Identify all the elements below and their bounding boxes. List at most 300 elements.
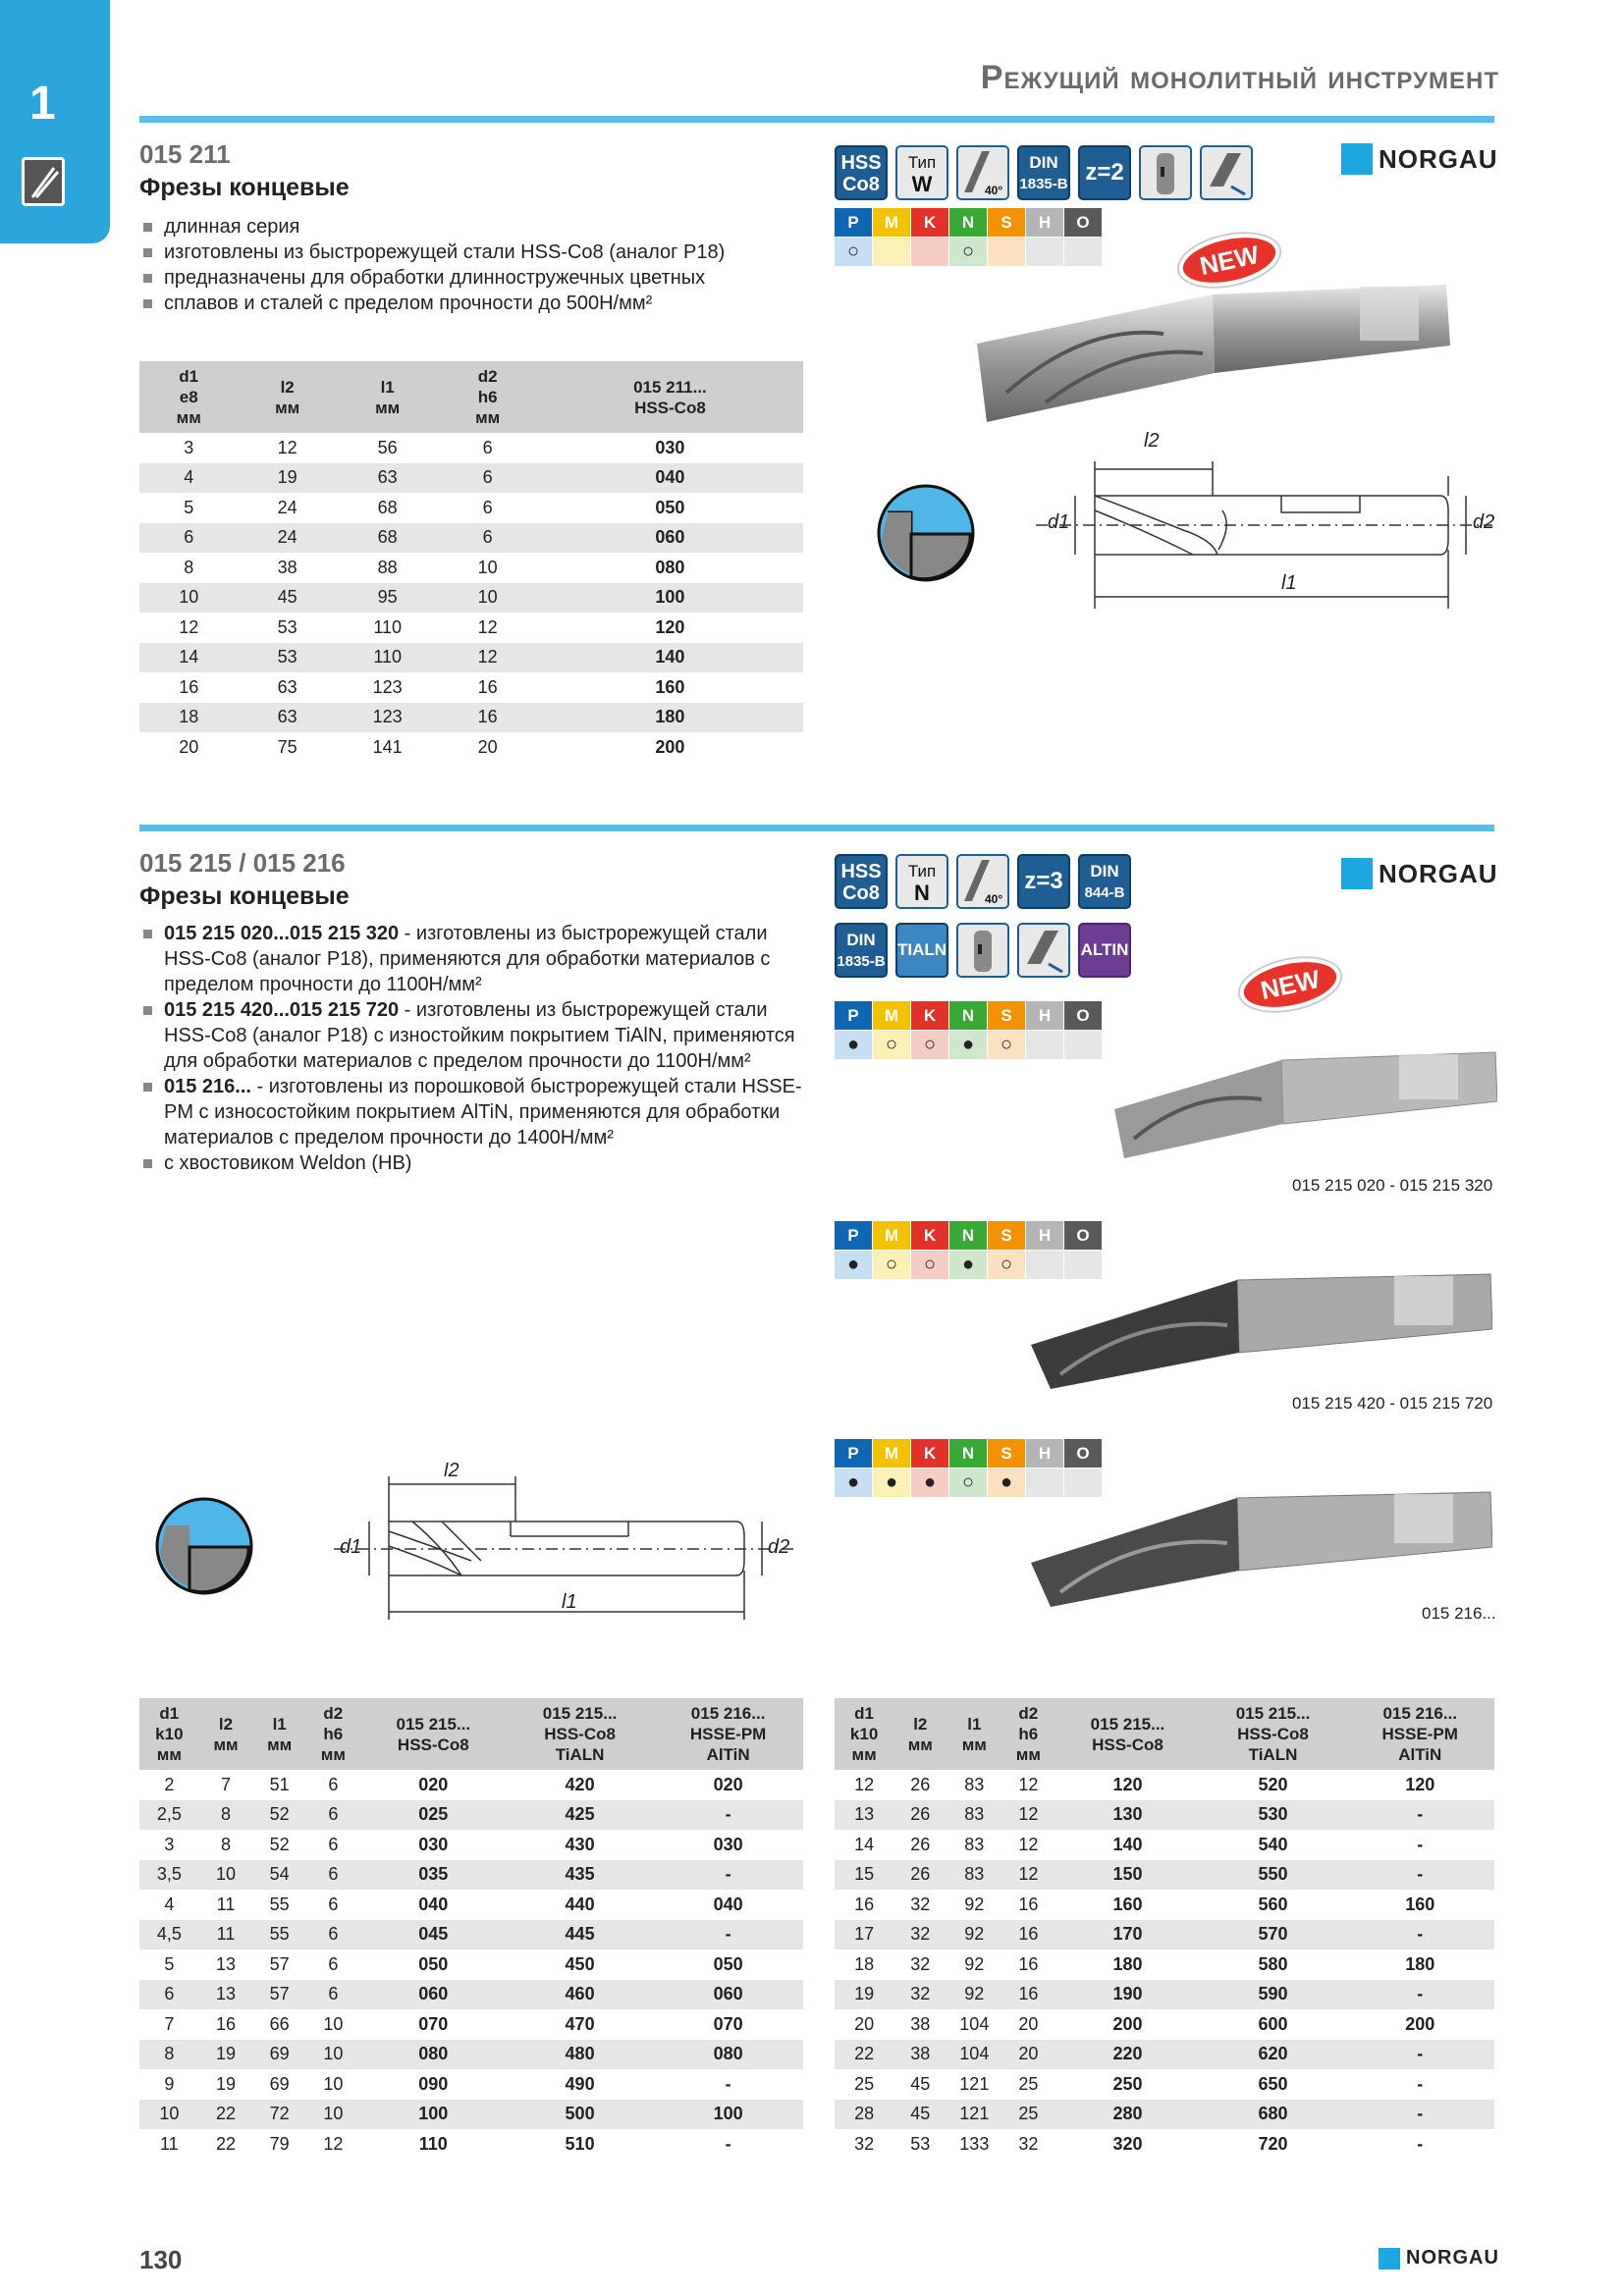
table-cell: 13 — [835, 1800, 893, 1831]
table-cell: 600 — [1258, 2013, 1288, 2034]
table-cell: 200 — [1112, 2013, 1143, 2034]
table-cell: 16 — [1018, 1953, 1039, 1974]
table-cell: 24 — [277, 497, 298, 517]
altin-badge: ALTIN — [1078, 923, 1131, 978]
section2-code: 015 215 / 015 216 — [139, 848, 346, 878]
table-row — [835, 2040, 1494, 2070]
table-cell: 19 — [216, 2073, 237, 2094]
table-cell: 52 — [252, 1800, 306, 1831]
table-cell: 53 — [238, 643, 336, 673]
table-cell: 110 — [373, 616, 403, 637]
table-cell: 10 — [477, 557, 498, 577]
table-cell: 560 — [1258, 1894, 1288, 1914]
badge-line: HSS — [840, 152, 882, 174]
table-cell: 160 — [1112, 1894, 1143, 1914]
table-cell: 040 — [537, 463, 803, 494]
material-k-header: K — [911, 1221, 948, 1250]
profile-icon — [152, 1494, 260, 1602]
table-cell: 020 — [418, 1774, 449, 1794]
table-row — [139, 1830, 803, 1860]
dim-l1: l1 — [1281, 572, 1297, 594]
table-cell: 66 — [269, 2013, 290, 2034]
table-cell: 7 — [221, 1774, 232, 1794]
table-cell: 25 — [854, 2073, 875, 2094]
material-h-rating — [1026, 1031, 1063, 1059]
badge-line: 1835-B — [837, 953, 886, 970]
table-015215-left — [139, 1698, 803, 2160]
material-k-rating: ● — [911, 1468, 948, 1497]
table-header: 015 216... HSSE-PM AlTiN — [1346, 1698, 1494, 1770]
type-badge — [895, 145, 948, 200]
table-header: d1 k10 мм — [835, 1698, 893, 1770]
angle-label: 40° — [985, 892, 1003, 906]
milling-icon — [22, 157, 65, 206]
table-cell: 180 — [1405, 1953, 1435, 1974]
table-cell: 53 — [910, 2133, 931, 2154]
table-cell: 123 — [337, 703, 439, 733]
dim-d1: d1 — [1048, 511, 1070, 533]
table-cell: 6 — [438, 523, 536, 554]
material-h-header: H — [1026, 1221, 1063, 1250]
material-n-header: N — [949, 1439, 987, 1468]
table-cell: 6 — [328, 1774, 339, 1794]
table-cell: 83 — [964, 1774, 985, 1794]
table-cell: 69 — [252, 2040, 306, 2070]
table-cell: 6 — [139, 1980, 199, 2010]
badge-line: W — [911, 172, 933, 196]
badge-line: Co8 — [842, 882, 880, 904]
table-cell: 590 — [1200, 1980, 1345, 2010]
table-cell: 520 — [1258, 1774, 1288, 1794]
logo-square — [1341, 858, 1373, 889]
table-header: d2 h6 мм — [438, 361, 536, 433]
material-o-rating — [1064, 238, 1102, 266]
table-cell: 025 — [360, 1800, 507, 1831]
table-cell: 13 — [199, 1980, 253, 2010]
table-cell: 92 — [947, 1920, 1001, 1950]
table-cell: 83 — [964, 1834, 985, 1854]
table-cell: 25 — [1018, 2073, 1039, 2094]
table-cell: 16 — [1018, 1894, 1039, 1914]
table-cell: 060 — [537, 523, 803, 554]
table-row — [139, 1920, 803, 1950]
table-cell: 5 — [184, 497, 194, 517]
table-cell: 16 — [179, 676, 199, 697]
table-cell: 8 — [139, 2040, 199, 2070]
table-cell: 17 — [835, 1920, 893, 1950]
chapter-number: 1 — [29, 78, 56, 130]
table-cell: 51 — [269, 1774, 290, 1794]
table-header: 015 215... HSS-Co8 — [360, 1698, 507, 1770]
logo-text: NORGAU — [1379, 143, 1498, 174]
table-cell: 090 — [418, 2073, 449, 2094]
material-p-header: P — [835, 1439, 872, 1468]
table-row — [835, 2129, 1494, 2160]
material-n-header: N — [949, 1221, 987, 1250]
material-s-header: S — [988, 1001, 1025, 1030]
bullet-text: сплавов и сталей с пределом прочности до 500Н/мм² — [164, 293, 653, 314]
material-n-rating: ● — [949, 1031, 987, 1059]
table-row — [139, 2129, 803, 2160]
bullet — [139, 1074, 807, 1150]
table-cell: 8 — [184, 557, 194, 577]
table-cell: 12 — [1018, 1834, 1039, 1854]
table-row — [139, 463, 803, 494]
table-cell: - — [1346, 1800, 1494, 1831]
table-cell: 035 — [360, 1860, 507, 1891]
logo-text: NORGAU — [1406, 2247, 1499, 2269]
table-cell: 52 — [269, 1834, 290, 1854]
table-cell: 75 — [277, 736, 298, 757]
dimension-drawing — [334, 1463, 805, 1629]
table-cell: 030 — [418, 1834, 449, 1854]
table-cell: 79 — [269, 2133, 290, 2154]
material-p-rating: ○ — [835, 238, 872, 266]
table-cell: 2,5 — [139, 1800, 199, 1831]
table-cell: - — [1346, 1860, 1494, 1891]
table-cell: 63 — [238, 703, 336, 733]
material-n-header: N — [949, 208, 987, 237]
table-row — [835, 1980, 1494, 2010]
material-s-rating: ○ — [988, 1031, 1025, 1059]
section1-title: Фрезы концевые — [139, 174, 350, 201]
material-k-rating: ○ — [911, 1251, 948, 1279]
table-cell: 56 — [377, 437, 398, 457]
table-row — [835, 2009, 1494, 2040]
material-m-rating: ○ — [873, 1251, 910, 1279]
badge-line: DIN — [1090, 862, 1119, 881]
badge-line: DIN — [846, 931, 876, 949]
chapter-tab — [0, 0, 110, 243]
table-cell: 10 — [323, 2013, 344, 2034]
table-header: 015 215... HSS-Co8 TiALN — [1200, 1698, 1345, 1770]
table-header: l2 мм — [893, 1698, 947, 1770]
table-cell: 080 — [360, 2040, 507, 2070]
table-cell: 110 — [337, 643, 439, 673]
material-h-header: H — [1026, 1001, 1063, 1030]
table-cell: 55 — [252, 1920, 306, 1950]
material-k-header: K — [911, 1001, 948, 1030]
table-cell: 320 — [1112, 2133, 1143, 2154]
table-cell: 14 — [139, 643, 238, 673]
table-header: 015 215... HSS-Co8 — [1055, 1698, 1200, 1770]
table-cell: 420 — [565, 1774, 595, 1794]
table-cell: 32 — [893, 1980, 947, 2010]
table-cell: 490 — [565, 2073, 595, 2094]
table-cell: 12 — [438, 643, 536, 673]
table-row — [139, 523, 803, 554]
table-cell: 430 — [565, 1834, 595, 1854]
table-row — [139, 553, 803, 583]
table-row — [139, 433, 803, 463]
angle-label: 40° — [985, 184, 1003, 197]
table-row — [835, 1920, 1494, 1950]
flutes-badge: z=3 — [1017, 854, 1070, 909]
table-row — [835, 2100, 1494, 2130]
logo-square — [1341, 143, 1373, 175]
table-cell: 32 — [893, 1920, 947, 1950]
table-cell: 20 — [854, 2013, 875, 2034]
cutting-edge-icon — [1017, 923, 1070, 978]
photo-caption: 015 216... — [1422, 1604, 1496, 1623]
table-cell: - — [1346, 2040, 1494, 2070]
table-row — [139, 732, 803, 763]
photo-caption: 015 215 420 - 015 215 720 — [1292, 1394, 1493, 1413]
material-o-rating — [1064, 1031, 1102, 1059]
table-cell: 280 — [1055, 2100, 1200, 2130]
badge-line: N — [914, 881, 930, 905]
material-h-header: H — [1026, 208, 1063, 237]
top-rule — [139, 116, 1494, 123]
dim-d2: d2 — [1473, 511, 1495, 533]
helix-angle-icon — [956, 854, 1009, 909]
table-cell: 550 — [1200, 1860, 1345, 1891]
table-cell: 22 — [216, 2133, 237, 2154]
table-cell: 130 — [1055, 1800, 1200, 1831]
material-p-header: P — [835, 208, 872, 237]
table-cell: - — [1346, 1920, 1494, 1950]
din-badge — [1078, 854, 1131, 909]
dimension-drawing — [1036, 422, 1497, 618]
table-cell: 83 — [947, 1860, 1001, 1891]
table-cell: 4,5 — [139, 1920, 199, 1950]
table-cell: 080 — [655, 557, 685, 577]
table-cell: 10 — [139, 583, 238, 614]
bullet — [139, 997, 807, 1074]
bullet-code: 015 215 420...015 215 720 — [164, 999, 400, 1021]
table-header: 015 215... HSS-Co8 TiALN — [507, 1698, 653, 1770]
table-cell: 160 — [655, 676, 685, 697]
table-cell: 6 — [482, 437, 493, 457]
table-cell: 55 — [269, 1894, 290, 1914]
table-cell: 10 — [306, 2100, 360, 2130]
table-cell: 6 — [328, 1953, 339, 1974]
table-cell: 070 — [418, 2013, 449, 2034]
shank-icon — [956, 923, 1009, 978]
table-cell: - — [653, 1860, 803, 1891]
bullet-text: - изготовлены из быстрорежущей стали HSS-Co8 (аналог Р18), применяются для обработки материалов с пределом прочности до 1100Н/мм² — [164, 923, 771, 995]
bullet-text: - изготовлены из быстрорежущей стали HSS-Co8 (аналог Р18) с изностойким покрытием TiAlN, применяются для обработки материалов с пределом прочности до 1100Н/мм² — [164, 999, 795, 1072]
dim-l2: l2 — [1144, 430, 1160, 452]
table-cell: 11 — [160, 2133, 179, 2154]
table-header: 015 216... HSSE-PM AlTiN — [653, 1698, 803, 1770]
table-cell: 470 — [565, 2013, 595, 2034]
table-cell: 68 — [377, 497, 398, 517]
table-cell: 83 — [947, 1800, 1001, 1831]
badge-line: 844-B — [1084, 884, 1125, 901]
bullet-code: 015 216... — [164, 1076, 251, 1097]
material-m-header: M — [873, 1221, 910, 1250]
table-cell: 92 — [964, 1953, 985, 1974]
table-row — [139, 672, 803, 703]
material-m-rating — [873, 238, 910, 266]
table-row — [835, 1800, 1494, 1831]
table-cell: 20 — [1018, 2013, 1039, 2034]
table-cell: 030 — [655, 437, 685, 457]
table-cell: 19 — [199, 2040, 253, 2070]
material-s-header: S — [988, 1439, 1025, 1468]
table-cell: 7 — [164, 2013, 175, 2034]
table-cell: 510 — [565, 2133, 595, 2154]
table-cell: 100 — [360, 2100, 507, 2130]
table-cell: 38 — [893, 2040, 947, 2070]
table-cell: 38 — [910, 2013, 931, 2034]
dim-l2: l2 — [444, 1463, 460, 1481]
table-cell: 6 — [306, 1800, 360, 1831]
table-cell: 22 — [835, 2040, 893, 2070]
table-cell: 680 — [1200, 2100, 1345, 2130]
table-cell: 95 — [337, 583, 439, 614]
table-row — [139, 1890, 803, 1920]
table-cell: 121 — [959, 2073, 990, 2094]
table-cell: 220 — [1055, 2040, 1200, 2070]
table-015211 — [139, 361, 803, 763]
table-cell: 3,5 — [139, 1860, 199, 1891]
table-cell: 10 — [139, 2100, 199, 2130]
badge-line: Тип — [907, 153, 937, 172]
table-cell: 040 — [418, 1894, 449, 1914]
badge-line: Co8 — [842, 174, 880, 195]
table-cell: 16 — [1001, 1920, 1055, 1950]
table-cell: 050 — [713, 1953, 743, 1974]
table-cell: - — [1417, 2133, 1424, 2154]
table-cell: 100 — [537, 583, 803, 614]
logo-square — [1379, 2248, 1400, 2269]
table-cell: 6 — [482, 497, 493, 517]
table-cell: 060 — [653, 1980, 803, 2010]
table-cell: 650 — [1258, 2073, 1288, 2094]
table-cell: 080 — [653, 2040, 803, 2070]
table-cell: 57 — [252, 1980, 306, 2010]
bullet — [139, 921, 807, 997]
table-cell: 63 — [277, 676, 298, 697]
hss-badge — [835, 145, 888, 200]
table-cell: 133 — [959, 2133, 990, 2154]
table-cell: - — [653, 1920, 803, 1950]
material-m-rating: ● — [873, 1468, 910, 1497]
material-o-header: O — [1064, 1221, 1102, 1250]
material-n-rating: ○ — [949, 1468, 987, 1497]
table-row — [835, 1830, 1494, 1860]
table-cell: 16 — [854, 1894, 875, 1914]
table-cell: - — [725, 2073, 731, 2094]
badge-line: HSS — [840, 861, 882, 882]
table-cell: 72 — [252, 2100, 306, 2130]
bullet-cont — [139, 291, 807, 316]
material-m-header: M — [873, 1001, 910, 1030]
material-s-rating — [988, 238, 1025, 266]
end-mill-photo — [1021, 1484, 1492, 1612]
table-cell: 69 — [269, 2073, 290, 2094]
table-cell: 15 — [835, 1860, 893, 1891]
material-o-header: O — [1064, 1001, 1102, 1030]
material-o-header: O — [1064, 208, 1102, 237]
table-cell: 10 — [438, 583, 536, 614]
material-p-rating: ● — [835, 1251, 872, 1279]
table-cell: 10 — [306, 2040, 360, 2070]
flutes-badge: z=2 — [1078, 145, 1131, 200]
table-cell: 6 — [306, 1860, 360, 1891]
table-cell: 190 — [1055, 1980, 1200, 2010]
table-cell: 8 — [221, 1834, 232, 1854]
table-cell: 020 — [713, 1774, 743, 1794]
table-cell: 92 — [947, 1980, 1001, 2010]
table-cell: 040 — [713, 1894, 743, 1914]
material-n-header: N — [949, 1001, 987, 1030]
table-cell: 68 — [337, 523, 439, 554]
table-cell: 460 — [507, 1980, 653, 2010]
material-k-header: K — [911, 1439, 948, 1468]
table-cell: 620 — [1200, 2040, 1345, 2070]
helix-angle-icon — [956, 145, 1009, 200]
table-cell: 141 — [372, 736, 403, 757]
table-cell: 070 — [713, 2013, 743, 2034]
norgau-logo — [1341, 143, 1498, 175]
material-grid — [835, 208, 1103, 267]
table-cell: 28 — [835, 2100, 893, 2130]
table-cell: 435 — [507, 1860, 653, 1891]
table-cell: 170 — [1055, 1920, 1200, 1950]
table-row — [139, 1860, 803, 1891]
table-cell: 3 — [184, 437, 194, 457]
table-cell: 140 — [537, 643, 803, 673]
table-cell: 121 — [947, 2100, 1001, 2130]
table-cell: 12 — [1001, 1860, 1055, 1891]
table-cell: 12 — [854, 1774, 875, 1794]
table-cell: - — [1417, 2073, 1424, 2094]
photo-caption: 015 215 020 - 015 215 320 — [1292, 1176, 1493, 1195]
din-badge — [835, 923, 888, 978]
table-cell: 200 — [1405, 2013, 1435, 2034]
table-row — [139, 1949, 803, 1980]
material-o-header: O — [1064, 1439, 1102, 1468]
table-cell: 120 — [1405, 1774, 1435, 1794]
material-s-rating: ○ — [988, 1251, 1025, 1279]
material-n-rating: ● — [949, 1251, 987, 1279]
table-header: l1 мм — [252, 1698, 306, 1770]
table-cell: 120 — [1112, 1774, 1143, 1794]
table-cell: 200 — [655, 736, 685, 757]
logo-text: NORGAU — [1379, 858, 1498, 888]
table-cell: 6 — [139, 523, 238, 554]
table-cell: 580 — [1258, 1953, 1288, 1974]
table-cell: 16 — [1001, 1980, 1055, 2010]
table-cell: 45 — [893, 2100, 947, 2130]
table-cell: 060 — [360, 1980, 507, 2010]
bullet — [139, 1150, 807, 1176]
table-cell: - — [1346, 1980, 1494, 2010]
footer-logo — [1379, 2247, 1499, 2269]
table-cell: 150 — [1055, 1860, 1200, 1891]
material-s-rating: ● — [988, 1468, 1025, 1497]
material-s-header: S — [988, 208, 1025, 237]
table-cell: 92 — [964, 1894, 985, 1914]
table-row — [139, 1980, 803, 2010]
material-k-rating: ○ — [911, 1031, 948, 1059]
table-cell: 57 — [269, 1953, 290, 1974]
table-cell: 8 — [199, 1800, 253, 1831]
din-badge — [1017, 145, 1070, 200]
table-cell: 120 — [655, 616, 685, 637]
table-cell: 540 — [1258, 1834, 1288, 1854]
table-cell: 18 — [139, 703, 238, 733]
table-header: 015 211... HSS-Co8 — [537, 361, 803, 433]
cutting-edge-icon — [1200, 145, 1253, 200]
new-badge: NEW — [1235, 950, 1345, 1020]
badge-line: DIN — [1029, 153, 1058, 172]
table-row — [139, 2009, 803, 2040]
table-cell: 4 — [164, 1894, 175, 1914]
